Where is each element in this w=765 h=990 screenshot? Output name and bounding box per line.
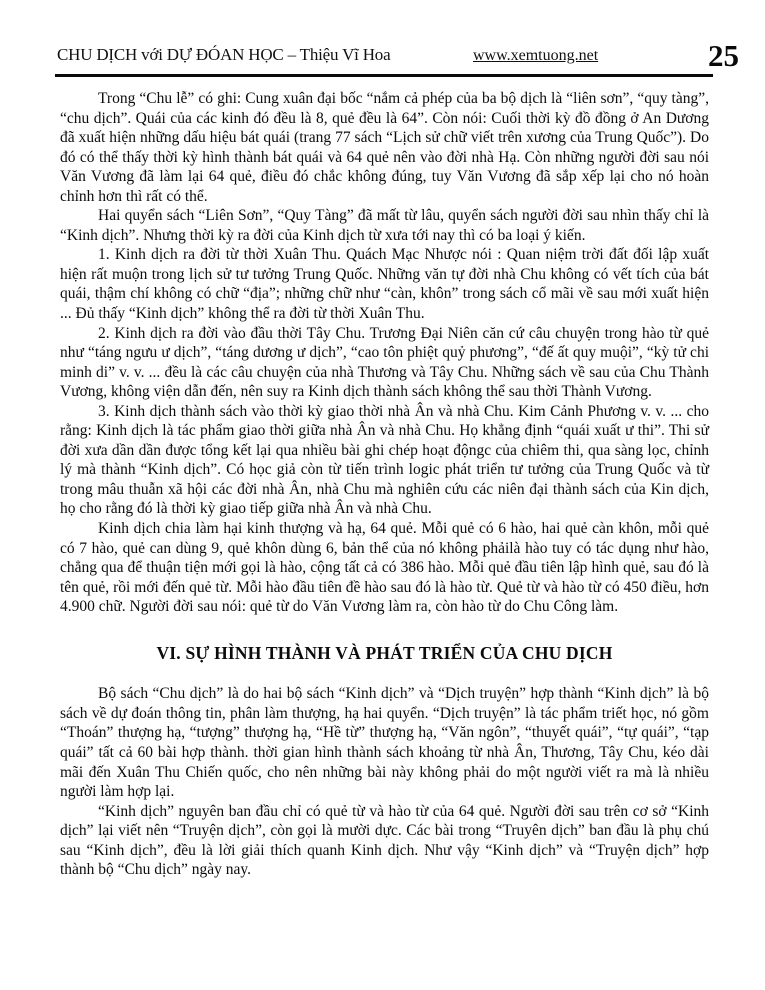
page-content — [60, 89, 709, 880]
page-header — [0, 0, 765, 80]
paragraph: Trong “Chu lễ” có ghi: Cung xuân đại bốc “nắm cả phép của ba bộ dịch là “liên sơn”, “quy tàng”, “chu dịch”. Quái của các kinh đó đều là 8, quẻ đều là 64”. Còn nói: Cuối thời kỳ đồ đồng ở An Dương đã xuất hiện những dấu hiệu bát quái (trang 77 sách “Lịch sử chữ viết trên xương của Trung Quốc”). Do đó có thể thấy thời kỳ hình thành bát quái và 64 quẻ nên vào đời nhà Hạ. Còn những người đời sau nói Văn Vương đã làm lại 64 quẻ, điều đó chắc không đúng, tuy Văn Vương đã sắp xếp lại cho nó hoàn chỉnh hơn thì rất có thể. — [60, 90, 709, 205]
website-link[interactable]: www.xemtuong.net — [473, 47, 599, 64]
paragraph: 1. Kinh dịch ra đời từ thời Xuân Thu. Quách Mạc Nhược nói : Quan niệm trời đất đối lập xuất hiện rất muộn trong lịch sử tư tưởng Trung Quốc. Những văn tự đời nhà Chu không có vết tích của bát quái, thậm chí không có chữ “địa”; những chữ như “càn, khôn” trong sách cổ mãi về sau mới xuất hiện ... Đủ thấy “Kinh dịch” không thể ra đời từ thời Xuân Thu. — [60, 246, 709, 323]
paragraph: Hai quyển sách “Liên Sơn”, “Quy Tàng” đã mất từ lâu, quyển sách người đời sau nhìn thấy chỉ là “Kinh dịch”. Nhưng thời kỳ ra đời của Kinh dịch từ xưa tới nay thì có ba loại ý kiến. — [60, 207, 709, 244]
paragraph: 2. Kinh dịch ra đời vào đầu thời Tây Chu. Trương Đại Niên căn cứ câu chuyện trong hào từ quẻ như “táng ngưu ư dịch”, “táng dương ư dịch”, “cao tôn phiệt quỷ phương”, “đế ất quy muội”, “kỳ tử chi minh di” v. v. ... đều là các câu chuyện của nhà Thương và Tây Chu. Những sách về sau của Chu Thành Vương, không viện dẫn đến, nên suy ra Kinh dịch thành sách không thể sau thời Thành Vương. — [60, 324, 709, 401]
paragraph: 3. Kinh dịch thành sách vào thời kỳ giao thời nhà Ân và nhà Chu. Kim Cảnh Phương v. v. ... cho rằng: Kinh dịch là tác phẩm giao thời giữa nhà Ân và nhà Chu. Họ khẳng định “quái xuất ư thi”. Thi sử đời xưa dần dần được tổng kết lại qua nhiều bài ghi chép hoạt độngc của chiêm thi, qua sàng lọc, chỉnh lý mà thành “Kinh dịch”. Có học giả còn từ tiến trình logic phát triển tư tưởng của Trung Quốc và từ trong mâu thuẫn xã hội các đời nhà Ân, nhà Chu mà nghiên cứu các niên đại thành sách của Kin dịch, họ cho rằng đó là thời kỳ giao tiếp giữa nhà Ân và nhà Chu. — [60, 402, 709, 518]
header-title: CHU DỊCH với DỰ ĐÓAN HỌC – Thiệu Vĩ Hoa — [57, 45, 391, 64]
header-rule — [55, 74, 713, 77]
page-number: 25 — [708, 38, 739, 73]
section-heading: VI. SỰ HÌNH THÀNH VÀ PHÁT TRIỂN CỦA CHU DỊCH — [156, 642, 613, 663]
paragraph: Bộ sách “Chu dịch” là do hai bộ sách “Kinh dịch” và “Dịch truyện” hợp thành “Kinh dịch” là bộ sách về dự đoán thông tin, phân làm thượng, hạ hai quyển. “Dịch truyện” là tác phẩm triết học, nó gồm “Thoán” thượng hạ, “tượng” thượng hạ, “Hề từ” thượng hạ, “Văn ngôn”, “thuyết quái”, “tự quái”, “tạp quái” tất cả 60 bài hợp thành. thời gian hình thành sách khoảng từ nhà Ân, Thương, Tây Chu, kéo dài mãi đến Xuân Thu Chiến quốc, cho nên những bài này không phải do một người viết ra mà là nhiều người làm hợp lại. — [60, 685, 709, 801]
paragraph: Kinh dịch chia làm hại kinh thượng và hạ, 64 quẻ. Mỗi quẻ có 6 hào, hai quẻ càn khôn, mỗi quẻ có 7 hào, quẻ can dùng 9, quẻ khôn dùng 6, bản thể của nó không phảilà hào tuy có tác dụng như hào, chẳng qua để thuận tiện mới gọi là hào, cộng tất cả có 386 hào. Mỗi quẻ đầu tiên lập hình quẻ, sau đó là tên quẻ, rồi mới đến quẻ từ. Mỗi hào đầu tiên đề hào sau đó là hào từ. Quẻ từ và hào từ có 450 điều, hơn 4.900 chữ. Người đời sau nói: quẻ từ do Văn Vương làm ra, còn hào từ do Chu Công làm. — [60, 520, 709, 616]
paragraph: “Kinh dịch” nguyên ban đầu chỉ có quẻ từ và hào từ của 64 quẻ. Người đời sau trên cơ sở “Kinh dịch” lại viết nên “Truyện dịch”, còn gọi là mười dực. Các bài trong “Truyên dịch” ban đầu là phụ chú sau “Kinh dịch”, đều là lời giải thích quanh Kinh dịch. Như vậy “Kinh dịch” và “Truyện dịch” hợp thành bộ “Chu dịch” ngày nay. — [60, 802, 709, 879]
